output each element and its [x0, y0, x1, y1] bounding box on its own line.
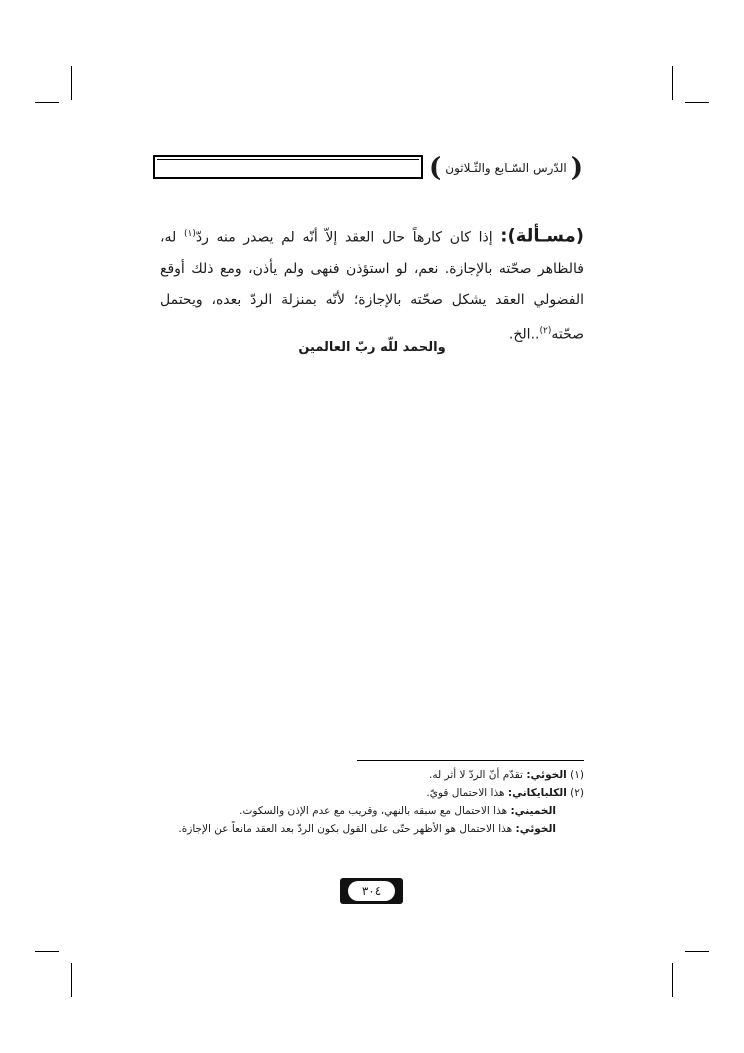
body-text: إذا كان كارهاً حال العقد إلاّ أنّه لم يصدر منه ردّ — [195, 229, 501, 246]
footnote — [160, 766, 584, 784]
footnote-author: الخوئي: — [515, 823, 556, 835]
closing-line: والحمد للّه ربّ العالمين — [298, 340, 446, 355]
crop-mark — [71, 963, 72, 997]
crop-mark — [672, 66, 673, 100]
crop-mark — [71, 66, 72, 100]
crop-mark — [672, 963, 673, 997]
running-header — [153, 155, 583, 181]
footnote-text: هذا الاحتمال قويّ. — [426, 787, 508, 799]
crop-mark — [685, 951, 709, 952]
body-text: له، فالظاهر صحّته بالإجازة. نعم، لو استؤذن فنهى ولم يأذن، ومع ذلك أوقع الفضولي العقد يشكل صحّته بالإجازة؛ لأنّه بمنزلة الردّ بعده، ويحتمل صحّته — [160, 229, 584, 343]
crop-mark — [685, 102, 709, 103]
header-rule-bar — [153, 155, 423, 179]
issue-label: (مسـألة): — [500, 225, 584, 247]
footnote — [160, 784, 584, 802]
crop-mark — [35, 102, 59, 103]
footnote-author: الخوئي: — [526, 769, 567, 781]
header-title: الدّرس السّـابع والثّـلاثون — [445, 161, 567, 175]
footnote — [160, 820, 584, 838]
page-number: ٣٠٤ — [348, 881, 395, 901]
page-number-badge — [340, 878, 403, 904]
footnote-text: تقدّم أنّ الردّ لا أثر له. — [429, 769, 527, 781]
body-text: ..الخ. — [508, 326, 540, 343]
footnote-marker: (١) — [183, 229, 196, 239]
footnote — [160, 802, 584, 820]
main-paragraph — [160, 219, 584, 350]
footnote-marker: (٢) — [539, 325, 552, 336]
header-open-bracket: ( — [570, 153, 583, 183]
footnote-number: (٢) — [570, 787, 584, 799]
footnote-author: الخميني: — [510, 805, 556, 817]
footnote-number: (١) — [570, 769, 584, 781]
crop-mark — [35, 951, 59, 952]
header-close-bracket: ) — [428, 153, 442, 183]
footnote-separator — [357, 760, 584, 761]
footnote-author: الكلبايكاني: — [507, 787, 567, 799]
footnote-text: هذا الاحتمال مع سبقه بالنهي، وقريب مع عدم الإذن والسكوت. — [239, 805, 511, 817]
header-title-frame — [429, 155, 583, 181]
footnotes — [160, 766, 584, 838]
footnote-text: هذا الاحتمال هو الأظهر حتّى على القول بكون الردّ بعد العقد مانعاً عن الإجازة. — [178, 823, 516, 835]
